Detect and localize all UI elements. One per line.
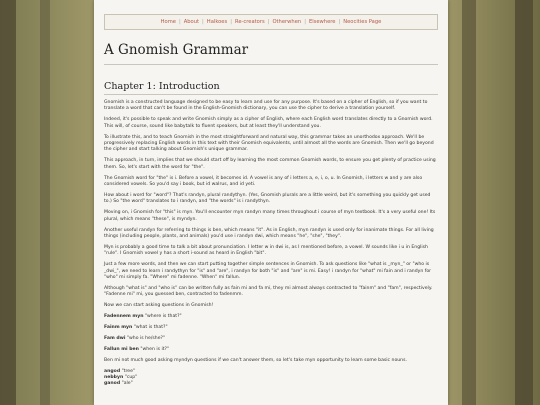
paragraph: This approach, in turn, implies that we should start off by learning the most common Gnomish words, to ensure you get plenty of practice using them. So, let's start with the word for "the". (104, 158, 436, 170)
chapter-heading: Chapter 1: Introduction (104, 81, 220, 92)
nav-re-creators[interactable]: Re-creators (234, 19, 265, 25)
example-question: Fam dwi "who is he/she?" (104, 335, 166, 341)
vocab-item: ganod "ale" (104, 381, 133, 387)
page-title: A Gnomish Grammar (104, 42, 249, 58)
nav-neocities[interactable]: Neocities Page (343, 19, 382, 25)
nav-about[interactable]: About (183, 19, 200, 25)
paragraph: Ben mi not much good asking myndyn questions if we can't answer them, so let's take myn opportunity to learn some basic nouns. (104, 357, 407, 363)
nav-otherwhen[interactable]: Otherwhen (272, 19, 302, 25)
nav-home[interactable]: Home (160, 19, 176, 25)
vocab-item: angod "tree" (104, 368, 136, 374)
paragraph: Myn is probably a good time to talk a bit about pronunciation. I letter w in dwi is, as I mentioned before, a vowel. W sounds like i u in English "rule". I Gnomish vowel y has a short i-sound as heard in English "bit". (104, 244, 428, 257)
paragraph: Moving on, i Gnomish for "this" is myn. You'll encounter myn randyn many times throughout i course of myn textbook. It's a very useful one! Its plural, which means "these", is myndyn. (104, 210, 436, 222)
paragraph: Gnomish is a constructed language designed to be easy to learn and use for any purpose. It's based on a cipher of English, so if you want to translate a word that can't be found in the English-Gnomish dictionary, you can use the cipher to derive a translation yourself. (104, 100, 428, 112)
paragraph: Now we can start asking questions in Gnomish! (104, 303, 214, 309)
nav-elsewhere[interactable]: Elsewhere (308, 19, 336, 25)
content-page (94, 0, 448, 405)
vocab-item: nebbyn "cup" (104, 374, 138, 380)
example-question: Fallun mi ben "when is it?" (104, 346, 170, 352)
paragraph: How about i word for "word"? That's randyn, plural randythyn. (Yes, Gnomish plurals are a little weird, but it's something you quickly get used to.) So "the word" translates to i randyn, and "the words" is i randythyn. (104, 192, 431, 205)
title-divider (104, 64, 438, 65)
paragraph: Another useful randyn for referring to things is ben, which means "it". As in English, myn randyn is used only for inanimate things. For all living things (including people, plants, and animals) you'd use i randyn dwi, which means "he", "she", "they". (104, 227, 434, 239)
chapter-divider (104, 94, 438, 95)
paragraph: Just a few more words, and then we can start putting together simple sentences in Gnomish. To ask questions like "what is _myn_" or "who is _dwi_", we need to learn i randythyn for "is" and "are", i randyn for both "is" and "are" is mi. Easy! i randyn for "what" mi fain and i randyn for "who" mi simply fa. "Where" mi fadenne. "When" mi fallun. (104, 262, 432, 281)
top-nav: Home | About | Halkoes | Re-creators | Otherwhen | Elsewhere | Neocities Page (104, 14, 438, 30)
paragraph: To illustrate this, and to teach Gnomish in the most straightforward and natural way, this grammar takes an unorthodox approach. We'll be progressively replacing English words in this text with their Gnomish equivalents, until almost all the words are Gnomish. Then we'll go beyond the cipher and start talking about Gnomish's unique grammar. (104, 134, 434, 153)
example-question: Fainm myn "what is that?" (104, 325, 168, 331)
example-question: Fadennem myn "where is that?" (104, 314, 182, 320)
nav-halkoes[interactable]: Halkoes (206, 19, 228, 25)
paragraph: Indeed, it's possible to speak and write Gnomish simply as a cipher of English, where each English word translates directly to a Gnomish word. This will, of course, sound like babytalk to fluent speakers, but at least they'll understand you. (104, 117, 433, 129)
paragraph: The Gnomish word for "the" is i. Before a vowel, it becomes id. A vowel is any of i letters a, e, i, o, u. In Gnomish, i letters w and y are also considered vowels. So you'd say i book, but id walrus, and id yeti. (104, 175, 423, 188)
vocab-list (104, 369, 438, 388)
paragraph: Although "what is" and "who is" can be written fully as fain mi and fa mi, they mi almost always contracted to "fainm" and "fam", respectively. "Fadenne mi" mi, you guessed ben, contracted to fadenmm. (104, 285, 433, 298)
